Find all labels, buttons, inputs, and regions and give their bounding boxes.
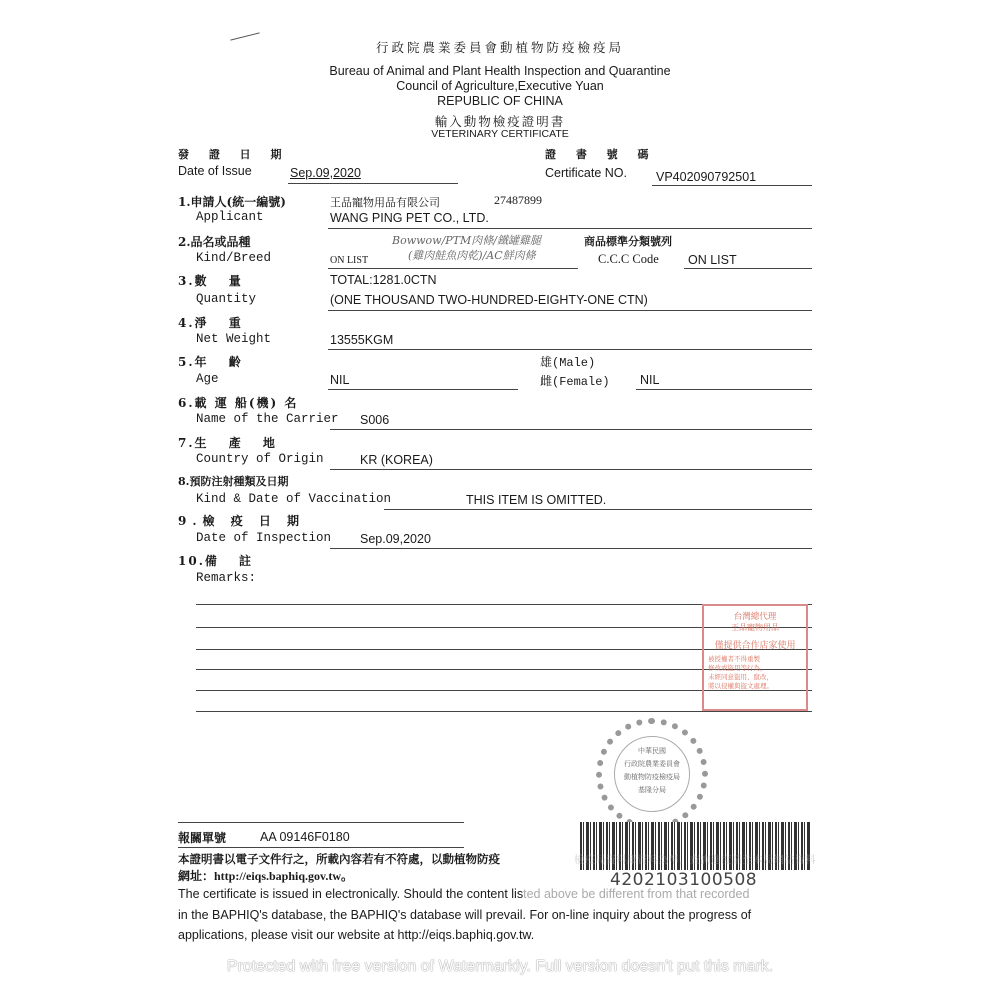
carrier-label-zh: 6.載 運 船(機) 名 <box>178 396 299 410</box>
certificate-no-value: VP402090792501 <box>656 170 757 184</box>
handwritten-note-line2: (雞肉鮭魚肉乾)/AC鮮肉條 <box>408 249 536 262</box>
website-zh: 網址：http://eiqs.baphiq.gov.tw。 <box>178 869 354 883</box>
declaration-label-zh: 報關單號 <box>178 831 227 845</box>
origin-label: Country of Origin <box>196 452 324 466</box>
stamp-line2: 王品寵物用品 <box>731 623 779 632</box>
official-seal <box>596 718 708 830</box>
issue-date-value: Sep.09,2020 <box>290 166 361 180</box>
kind-label-zh: 2.品名或品種 <box>178 235 251 249</box>
distributor-stamp <box>702 604 808 711</box>
certificate-no-label-zh: 證 書 號 碼 <box>545 148 657 161</box>
carrier-label: Name of the Carrier <box>196 412 339 426</box>
applicant-name-zh: 王品寵物用品有限公司 <box>330 197 440 209</box>
stamp-line3: 僅提供合作店家使用 <box>714 641 796 651</box>
age-label-zh: 5.年 齡 <box>178 355 243 369</box>
notice-en-line1 <box>178 887 749 901</box>
vaccination-label-zh: 8.預防注射種類及日期 <box>178 475 289 488</box>
barcode-number: 4202103100508 <box>610 870 758 890</box>
country-name: REPUBLIC OF CHINA <box>437 94 563 108</box>
agency-title-zh: 行政院農業委員會動植物防疫檢疫局 <box>375 40 624 55</box>
notice-en-line1-a: The certificate is issued in electronically. Should the content lis <box>178 887 524 901</box>
stamp-small2: 修改或盜用等行為， <box>708 664 767 672</box>
net-weight-value: 13555KGM <box>330 333 394 347</box>
stamp-small4: 將以侵權與盜文處理。 <box>708 682 773 690</box>
certificate-title-en: VETERINARY CERTIFICATE <box>431 128 569 140</box>
notice-en-line2: in the BAPHIQ's database, the BAPHIQ's database will prevail. For on-line inquiry about the progress of <box>178 908 752 922</box>
origin-label-zh: 7.生 產 地 <box>178 436 277 450</box>
seal-line3: 動植物防疫檢疫局 <box>624 773 680 781</box>
age-value: NIL <box>330 373 350 387</box>
certificate-no-label: Certificate NO. <box>545 166 627 180</box>
ccc-value: ON LIST <box>688 253 737 267</box>
applicant-tax-id: 27487899 <box>494 193 542 207</box>
quantity-words: (ONE THOUSAND TWO-HUNDRED-EIGHTY-ONE CTN) <box>330 293 648 307</box>
stamp-line1: 台灣總代理 <box>733 612 777 622</box>
notice-en-line1-b: ted above be different from that recorded <box>523 887 750 901</box>
quantity-label: Quantity <box>196 292 257 306</box>
applicant-label-zh: 1.申請人(統一編號) <box>178 195 286 209</box>
female-label: 雌(Female) <box>540 375 610 389</box>
applicant-label: Applicant <box>196 210 264 224</box>
seal-line1: 中華民國 <box>638 747 666 755</box>
origin-value: KR (KOREA) <box>360 453 433 467</box>
notice-en-line3: applications, please visit our website at http://eiqs.baphiq.gov.tw. <box>178 928 535 942</box>
issue-date-label-zh: 發 證 日 期 <box>178 148 290 161</box>
vaccination-label: Kind & Date of Vaccination <box>196 492 392 506</box>
inspection-label: Date of Inspection <box>196 531 332 545</box>
inspection-value: Sep.09,2020 <box>360 532 431 546</box>
seal-line4: 基隆分局 <box>638 786 666 794</box>
council-name: Council of Agriculture,Executive Yuan <box>396 79 604 93</box>
kind-label: Kind/Breed <box>196 251 272 265</box>
ccc-label-zh: 商品標準分類號列 <box>584 235 672 248</box>
issue-date-label: Date of Issue <box>178 164 252 178</box>
inspection-label-zh: 9.檢 疫 日 期 <box>178 514 306 528</box>
handwritten-note-line1: Bowwow/PTM肉條/鐵罐雞腿 <box>392 234 541 247</box>
carrier-value: S006 <box>360 413 390 427</box>
quantity-value: TOTAL:1281.0CTN <box>330 273 437 287</box>
remarks-label-zh: 10.備 註 <box>178 554 254 568</box>
watermark-text: Protected with free version of Watermarkly. Full version doesn't put this mark. <box>226 958 774 975</box>
certificate-title-zh: 輸入動物檢疫證明書 <box>434 114 566 129</box>
notice-zh: 本證明書以電子文件行之，所載內容若有不符處，以動植物防疫 <box>178 852 500 866</box>
age-label: Age <box>196 372 219 386</box>
agency-title-en: Bureau of Animal and Plant Health Inspection and Quarantine <box>329 64 671 78</box>
seal-line2: 行政院農業委員會 <box>624 760 680 768</box>
stamp-small1: 被授權者不得重製 <box>708 655 760 663</box>
sex-value: NIL <box>640 373 660 387</box>
vaccination-value: THIS ITEM IS OMITTED. <box>466 493 607 507</box>
applicant-value: WANG PING PET CO., LTD. <box>330 211 489 225</box>
quantity-label-zh: 3.數 量 <box>178 274 243 288</box>
ccc-label: C.C.C Code <box>598 252 659 266</box>
notice-zh-faint: 檢疫局資料庫資料為準，查詢進度請至本局網站資料 <box>574 854 816 866</box>
male-label: 雄(Male) <box>540 356 596 370</box>
declaration-value: AA 09146F0180 <box>260 830 350 844</box>
net-weight-label-zh: 4.淨 重 <box>178 316 243 330</box>
stamp-small3: 未經同意盜用、竄改， <box>708 673 773 681</box>
remarks-label: Remarks: <box>196 571 257 585</box>
kind-value: ON LIST <box>330 255 369 266</box>
net-weight-label: Net Weight <box>196 332 272 346</box>
